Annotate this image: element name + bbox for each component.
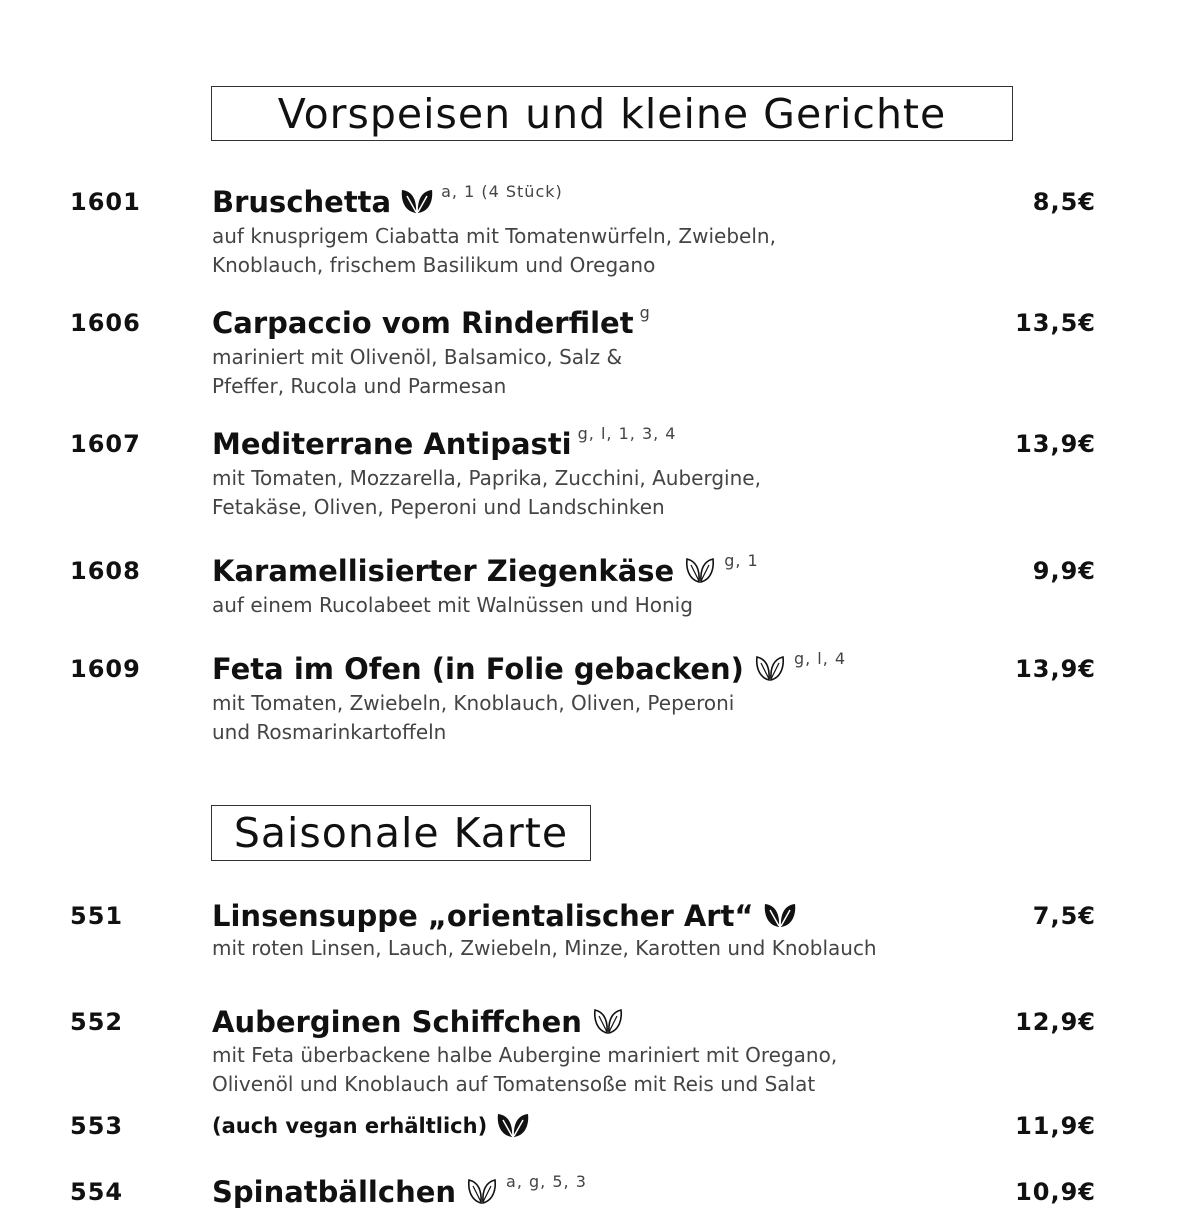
item-name: Auberginen Schiffchen — [212, 1005, 582, 1039]
section-title-box — [211, 86, 1013, 141]
item-number: 1606 — [70, 309, 141, 337]
item-description — [212, 464, 761, 522]
item-name: Bruschetta — [212, 185, 392, 219]
item-name-row — [212, 424, 676, 464]
item-description — [212, 934, 877, 963]
item-name: Spinatbällchen — [212, 1175, 457, 1209]
item-description — [212, 689, 734, 747]
item-name: Carpaccio vom Rinderfilet — [212, 306, 634, 340]
allergen-codes: a, 1 (4 Stück) — [441, 182, 563, 201]
item-name-row — [212, 649, 846, 689]
vegetarian-leaf-icon — [399, 186, 435, 216]
item-name: Karamellisierter Ziegenkäse — [212, 554, 675, 588]
vegetarian-leaf-outline-icon — [752, 653, 788, 683]
item-price: 10,9€ — [1015, 1178, 1096, 1206]
section-title: Saisonale Karte — [233, 809, 569, 857]
description-line: Knoblauch, frischem Basilikum und Oregano — [212, 253, 656, 277]
item-price: 9,9€ — [1032, 557, 1096, 585]
item-price: 13,9€ — [1015, 655, 1096, 683]
item-price: 11,9€ — [1015, 1112, 1096, 1140]
description-line: mit Feta überbackene halbe Aubergine mariniert mit Oregano, — [212, 1043, 838, 1067]
item-name-row — [212, 182, 563, 222]
description-line: Olivenöl und Knoblauch auf Tomatensoße mit Reis und Salat — [212, 1072, 816, 1096]
item-name-row — [212, 303, 651, 343]
item-number: 552 — [70, 1008, 124, 1036]
vegetarian-leaf-outline-icon — [682, 555, 718, 585]
item-price: 13,5€ — [1015, 309, 1096, 337]
description-line: auf knusprigem Ciabatta mit Tomatenwürfeln, Zwiebeln, — [212, 224, 776, 248]
allergen-codes: a, g, 5, 3 — [506, 1172, 587, 1191]
item-description — [212, 222, 776, 280]
item-number: 553 — [70, 1112, 124, 1140]
item-number: 1609 — [70, 655, 141, 683]
item-name-row — [212, 1172, 587, 1212]
item-description — [212, 1041, 837, 1099]
item-price: 12,9€ — [1015, 1008, 1096, 1036]
item-number: 551 — [70, 902, 124, 930]
vegetarian-leaf-outline-icon — [464, 1176, 500, 1206]
item-name: Mediterrane Antipasti — [212, 427, 572, 461]
vegetarian-leaf-outline-icon — [590, 1006, 626, 1036]
allergen-codes: g, 1 — [724, 551, 759, 570]
description-line: mit Tomaten, Zwiebeln, Knoblauch, Oliven, Peperoni — [212, 691, 735, 715]
item-name-row — [212, 896, 798, 936]
allergen-codes: g, l, 1, 3, 4 — [577, 424, 677, 443]
item-price: 7,5€ — [1032, 902, 1096, 930]
description-line: mariniert mit Olivenöl, Balsamico, Salz & — [212, 345, 623, 369]
item-number: 1601 — [70, 188, 141, 216]
item-number: 554 — [70, 1178, 124, 1206]
allergen-codes: g, l, 4 — [793, 649, 847, 668]
vegan-option-note: (auch vegan erhältlich) — [212, 1114, 488, 1138]
item-description — [212, 591, 693, 620]
item-number: 1608 — [70, 557, 141, 585]
item-price: 13,9€ — [1015, 430, 1096, 458]
description-line: und Rosmarinkartoffeln — [212, 720, 447, 744]
item-name-row — [212, 1106, 531, 1146]
description-line: mit roten Linsen, Lauch, Zwiebeln, Minze, Karotten und Knoblauch — [212, 936, 877, 960]
item-name: Feta im Ofen (in Folie gebacken) — [212, 652, 744, 686]
section-title: Vorspeisen und kleine Gerichte — [277, 89, 947, 138]
vegan-leaf-icon — [762, 900, 798, 930]
allergen-codes: g — [639, 303, 651, 322]
description-line: auf einem Rucolabeet mit Walnüssen und Honig — [212, 593, 693, 617]
item-price: 8,5€ — [1032, 188, 1096, 216]
item-name-row — [212, 551, 759, 591]
item-name: Linsensuppe „orientalischer Art“ — [212, 899, 754, 933]
description-line: Pfeffer, Rucola und Parmesan — [212, 374, 507, 398]
section-title-box — [211, 805, 591, 861]
vegan-leaf-icon — [495, 1110, 531, 1140]
description-line: Fetakäse, Oliven, Peperoni und Landschinken — [212, 495, 665, 519]
item-number: 1607 — [70, 430, 141, 458]
item-description — [212, 343, 622, 401]
item-name-row — [212, 1002, 626, 1042]
description-line: mit Tomaten, Mozzarella, Paprika, Zucchini, Aubergine, — [212, 466, 761, 490]
